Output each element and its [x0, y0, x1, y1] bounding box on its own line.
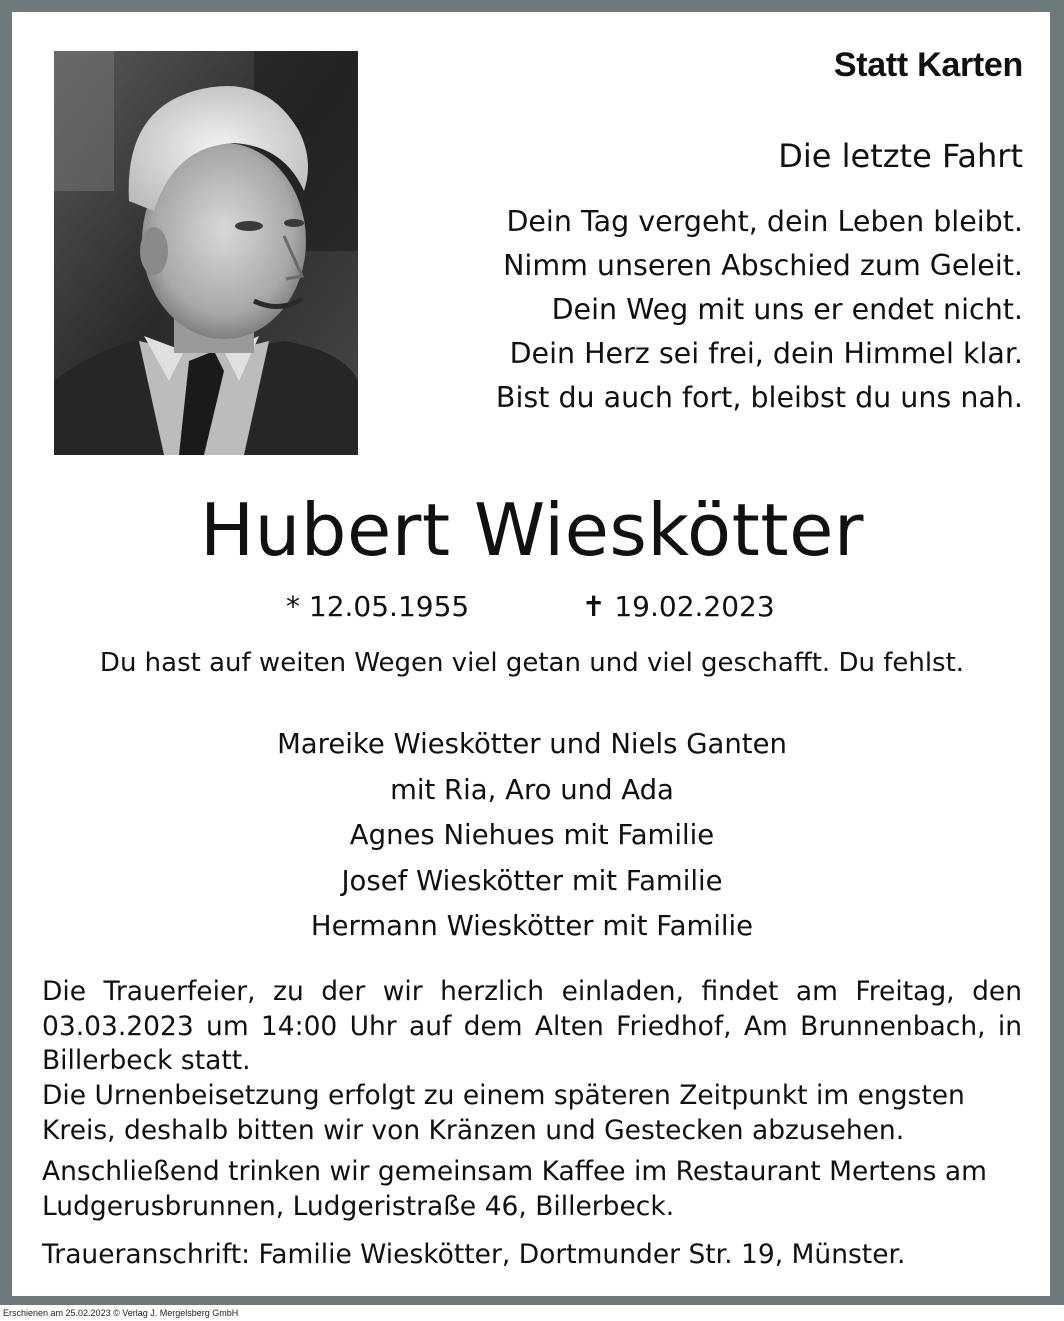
- mourner: Mareike Wieskötter und Niels Ganten: [277, 728, 787, 760]
- urn-info: Die Urnenbeisetzung erfolgt zu einem späteren Zeitpunkt im engsten Kreis, deshalb bitten wir von Kränzen und Gestecken abzusehen.: [42, 1080, 965, 1146]
- poem-title: Die letzte Fahrt: [778, 137, 1023, 175]
- mourning-address: Traueranschrift: Familie Wieskötter, Dortmunder Str. 19, Münster.: [42, 1239, 906, 1270]
- poem-line: Bist du auch fort, bleibst du uns nah.: [495, 381, 1023, 414]
- birth-date: * 12.05.1955: [286, 590, 470, 623]
- mourners-list: [0, 722, 1064, 950]
- mourner: Hermann Wieskötter mit Familie: [310, 910, 754, 942]
- poem-line: Dein Herz sei frei, dein Himmel klar.: [509, 337, 1023, 370]
- funeral-info: Die Trauerfeier, zu der wir herzlich einladen, findet am Freitag, den 03.03.2023 um 14:00 Uhr auf dem Alten Friedhof, Am Brunnenbach, in Billerbeck statt.: [42, 976, 1022, 1076]
- heading-statt-karten: Statt Karten: [833, 46, 1023, 84]
- poem-line: Dein Weg mit uns er endet nicht.: [551, 293, 1023, 326]
- coffee-info: Anschließend trinken wir gemeinsam Kaffee im Restaurant Mertens am Ludgerusbrunnen, Ludgeristraße 46, Billerbeck.: [42, 1156, 987, 1222]
- mourner: Josef Wieskötter mit Familie: [341, 864, 723, 897]
- poem: [496, 200, 1023, 420]
- publication-footer: Erschienen am 25.02.2023 © Verlag J. Mergelsberg GmbH: [3, 1308, 239, 1318]
- portrait-photo: [54, 51, 358, 455]
- poem-line: Dein Tag vergeht, dein Leben bleibt.: [506, 205, 1023, 238]
- mourner: Agnes Niehues mit Familie: [349, 819, 715, 851]
- mourner: mit Ria, Aro und Ada: [390, 773, 674, 806]
- deceased-name: Hubert Wieskötter: [200, 488, 864, 572]
- memorial-quote: Du hast auf weiten Wegen viel getan und viel geschafft. Du fehlst.: [99, 648, 965, 678]
- poem-line: Nimm unseren Abschied zum Geleit.: [503, 249, 1023, 282]
- death-date: ✝ 19.02.2023: [582, 590, 775, 623]
